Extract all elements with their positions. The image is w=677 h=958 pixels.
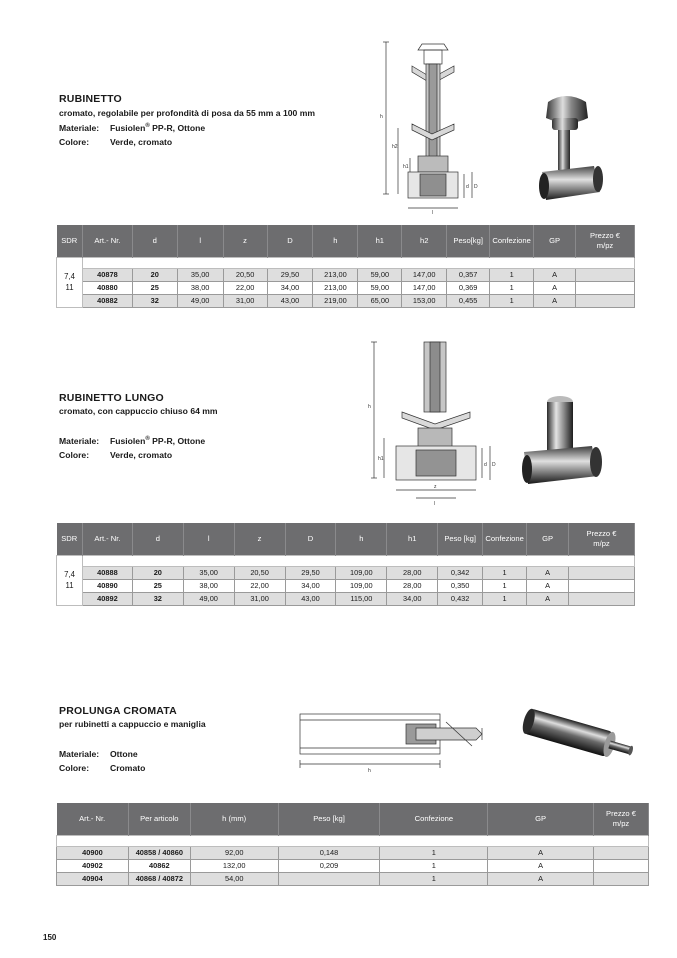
cell-peso: 0,209	[278, 859, 380, 872]
sdr-cell	[57, 555, 83, 605]
cell-gp: A	[488, 859, 594, 872]
cell-gp: A	[488, 872, 594, 885]
cell-confezione: 1	[380, 859, 488, 872]
col-header-sdr: SDR	[57, 225, 83, 257]
cell-peso: 0,369	[447, 281, 490, 294]
registered-mark: ®	[145, 123, 150, 130]
prolunga-table	[56, 803, 649, 886]
section-3-title: PROLUNGA CROMATA	[59, 705, 177, 717]
rubinetto-product-image	[528, 88, 618, 208]
col-header-d: d	[132, 523, 183, 555]
cell-D: 43,00	[267, 294, 313, 307]
cell-h1: 34,00	[387, 592, 438, 605]
cell-gp: A	[534, 294, 576, 307]
cell-prezzo	[576, 268, 635, 281]
dim-label-D: D	[474, 184, 478, 190]
sdr-value: 7,4	[64, 570, 75, 579]
cell-peso: 0,342	[438, 566, 483, 579]
col-header-d: d	[132, 225, 177, 257]
cell-h: 213,00	[313, 281, 358, 294]
cell-d: 20	[132, 268, 177, 281]
cell-art: 40902	[57, 859, 129, 872]
material-label: Materiale:	[59, 123, 100, 133]
cell-confezione: 1	[490, 268, 534, 281]
dim-label-h: h	[368, 404, 371, 410]
cell-peso: 0,357	[447, 268, 490, 281]
col-header-art-nr: Art.- Nr.	[82, 523, 132, 555]
cell-confezione: 1	[483, 592, 527, 605]
col-header-art-nr: Art.- Nr.	[57, 803, 129, 835]
cell-peso: 0,350	[438, 579, 483, 592]
material-label: Materiale:	[59, 436, 100, 446]
cell-confezione: 1	[490, 281, 534, 294]
col-header-art-nr: Art.- Nr.	[82, 225, 132, 257]
cell-art: 40904	[57, 872, 129, 885]
cell-h2: 147,00	[402, 268, 447, 281]
dim-label-l: l	[434, 501, 436, 507]
cell-d: 25	[132, 579, 183, 592]
rubinetto-lungo-table	[56, 523, 635, 606]
section-1-color	[59, 137, 172, 147]
col-header-confezione: Confezione	[483, 523, 527, 555]
table-row	[57, 846, 649, 859]
section-1-material	[59, 123, 205, 133]
col-header-z: z	[234, 523, 285, 555]
table-header-row	[57, 803, 649, 835]
cell-prezzo	[569, 592, 635, 605]
cell-h2: 147,00	[402, 281, 447, 294]
cell-prezzo	[594, 859, 649, 872]
col-header-D: D	[267, 225, 313, 257]
page-number: 150	[43, 933, 57, 942]
cell-h1: 28,00	[387, 566, 438, 579]
cell-peso	[278, 872, 380, 885]
section-2-subtitle: cromato, con cappuccio chiuso 64 mm	[59, 406, 218, 416]
col-header-gp: GP	[488, 803, 594, 835]
section-2-color	[59, 450, 172, 460]
col-header-h: h	[313, 225, 358, 257]
dim-label-z: z	[434, 484, 437, 490]
table-row	[57, 566, 635, 579]
col-header-peso: Peso [kg]	[438, 523, 483, 555]
prolunga-product-image	[516, 708, 640, 770]
cell-confezione: 1	[483, 566, 527, 579]
cell-per-articolo: 40868 / 40872	[128, 872, 190, 885]
sdr-value: 7,4	[64, 272, 75, 281]
col-header-prezzo: Prezzo € m/pz	[594, 803, 649, 835]
table-header-row	[57, 523, 635, 555]
col-header-h: h	[336, 523, 387, 555]
cell-z: 20,50	[234, 566, 285, 579]
dim-label-h: h	[368, 768, 371, 774]
dim-label-d: d	[484, 462, 487, 468]
cell-h: 115,00	[336, 592, 387, 605]
col-header-h2: h2	[402, 225, 447, 257]
sdr-value: 11	[65, 283, 74, 292]
cell-h1: 28,00	[387, 579, 438, 592]
cell-prezzo	[594, 846, 649, 859]
cell-peso: 0,432	[438, 592, 483, 605]
dim-label-h1: h1	[403, 164, 409, 170]
table-spacer-row	[57, 835, 649, 846]
color-label: Colore:	[59, 763, 90, 773]
cell-d: 20	[132, 566, 183, 579]
cell-prezzo	[569, 566, 635, 579]
cell-d: 32	[132, 294, 177, 307]
table-header-row	[57, 225, 635, 257]
col-header-gp: GP	[527, 523, 569, 555]
col-header-peso: Peso[kg]	[447, 225, 490, 257]
cell-h: 219,00	[313, 294, 358, 307]
cell-h: 109,00	[336, 566, 387, 579]
cell-gp: A	[534, 268, 576, 281]
cell-d: 32	[132, 592, 183, 605]
cell-l: 49,00	[183, 592, 234, 605]
cell-l: 38,00	[183, 579, 234, 592]
table-row	[57, 294, 635, 307]
section-2-title: RUBINETTO LUNGO	[59, 392, 164, 404]
col-header-z: z	[223, 225, 267, 257]
material-value: Ottone	[110, 749, 138, 759]
cell-h: 109,00	[336, 579, 387, 592]
col-header-gp: GP	[534, 225, 576, 257]
cell-D: 29,50	[285, 566, 336, 579]
material-value-b: PP-R, Ottone	[149, 123, 206, 133]
col-header-confezione: Confezione	[380, 803, 488, 835]
rubinetto-lungo-technical-drawing	[366, 338, 506, 508]
material-label: Materiale:	[59, 749, 100, 759]
cell-z: 31,00	[234, 592, 285, 605]
cell-art: 40888	[82, 566, 132, 579]
cell-gp: A	[527, 566, 569, 579]
registered-mark: ®	[145, 436, 150, 443]
rubinetto-technical-drawing	[372, 38, 500, 218]
cell-h1: 59,00	[358, 281, 402, 294]
material-value-a: Fusiolen	[110, 436, 146, 446]
cell-D: 43,00	[285, 592, 336, 605]
cell-h: 213,00	[313, 268, 358, 281]
table-row	[57, 872, 649, 885]
col-header-prezzo: Prezzo € m/pz	[569, 523, 635, 555]
dim-label-l: l	[432, 210, 434, 216]
cell-z: 20,50	[223, 268, 267, 281]
col-header-h1: h1	[387, 523, 438, 555]
cell-h: 54,00	[190, 872, 278, 885]
col-header-D: D	[285, 523, 336, 555]
cell-per-articolo: 40858 / 40860	[128, 846, 190, 859]
cell-art: 40900	[57, 846, 129, 859]
dim-label-h1: h1	[378, 456, 384, 462]
section-1-title: RUBINETTO	[59, 93, 122, 105]
cell-D: 34,00	[285, 579, 336, 592]
cell-confezione: 1	[490, 294, 534, 307]
rubinetto-lungo-product-image	[518, 390, 608, 500]
section-1-subtitle: cromato, regolabile per profondità di posa da 55 mm a 100 mm	[59, 108, 315, 118]
cell-D: 34,00	[267, 281, 313, 294]
material-value-a: Fusiolen	[110, 123, 146, 133]
cell-art: 40892	[82, 592, 132, 605]
section-3-material	[59, 749, 138, 759]
cell-peso: 0,455	[447, 294, 490, 307]
section-2-material	[59, 436, 205, 446]
cell-D: 29,50	[267, 268, 313, 281]
cell-gp: A	[534, 281, 576, 294]
cell-h2: 153,00	[402, 294, 447, 307]
cell-z: 31,00	[223, 294, 267, 307]
col-header-h: h (mm)	[190, 803, 278, 835]
col-header-prezzo: Prezzo € m/pz	[576, 225, 635, 257]
section-3-color	[59, 763, 145, 773]
col-header-l: l	[183, 523, 234, 555]
cell-gp: A	[488, 846, 594, 859]
cell-prezzo	[576, 281, 635, 294]
cell-art: 40878	[82, 268, 132, 281]
cell-art: 40880	[82, 281, 132, 294]
cell-gp: A	[527, 592, 569, 605]
color-value: Cromato	[110, 763, 146, 773]
table-spacer-row	[57, 555, 635, 566]
cell-confezione: 1	[380, 846, 488, 859]
section-3-subtitle: per rubinetti a cappuccio e maniglia	[59, 719, 206, 729]
dim-label-h: h	[380, 114, 383, 120]
cell-art: 40890	[82, 579, 132, 592]
table-row	[57, 592, 635, 605]
cell-art: 40882	[82, 294, 132, 307]
cell-peso: 0,148	[278, 846, 380, 859]
cell-prezzo	[594, 872, 649, 885]
color-value: Verde, cromato	[110, 137, 173, 147]
sdr-cell	[57, 257, 83, 307]
color-label: Colore:	[59, 450, 90, 460]
color-value: Verde, cromato	[110, 450, 173, 460]
cell-gp: A	[527, 579, 569, 592]
sdr-value: 11	[65, 581, 74, 590]
cell-confezione: 1	[483, 579, 527, 592]
table-row	[57, 579, 635, 592]
color-label: Colore:	[59, 137, 90, 147]
cell-z: 22,00	[223, 281, 267, 294]
cell-l: 49,00	[177, 294, 223, 307]
cell-z: 22,00	[234, 579, 285, 592]
col-header-per-articolo: Per articolo	[128, 803, 190, 835]
cell-confezione: 1	[380, 872, 488, 885]
table-row	[57, 281, 635, 294]
dim-label-D: D	[492, 462, 496, 468]
cell-l: 35,00	[177, 268, 223, 281]
table-row	[57, 268, 635, 281]
cell-prezzo	[569, 579, 635, 592]
cell-per-articolo: 40862	[128, 859, 190, 872]
dim-label-d: d	[466, 184, 469, 190]
rubinetto-table	[56, 225, 635, 308]
cell-l: 38,00	[177, 281, 223, 294]
col-header-h1: h1	[358, 225, 402, 257]
material-value-b: PP-R, Ottone	[149, 436, 206, 446]
cell-l: 35,00	[183, 566, 234, 579]
col-header-l: l	[177, 225, 223, 257]
table-row	[57, 859, 649, 872]
cell-prezzo	[576, 294, 635, 307]
col-header-sdr: SDR	[57, 523, 83, 555]
cell-h1: 59,00	[358, 268, 402, 281]
col-header-confezione: Confezione	[490, 225, 534, 257]
cell-d: 25	[132, 281, 177, 294]
cell-h: 132,00	[190, 859, 278, 872]
dim-label-h2: h2	[392, 144, 398, 150]
table-spacer-row	[57, 257, 635, 268]
prolunga-technical-drawing	[296, 706, 494, 776]
cell-h1: 65,00	[358, 294, 402, 307]
col-header-peso: Peso [kg]	[278, 803, 380, 835]
cell-h: 92,00	[190, 846, 278, 859]
